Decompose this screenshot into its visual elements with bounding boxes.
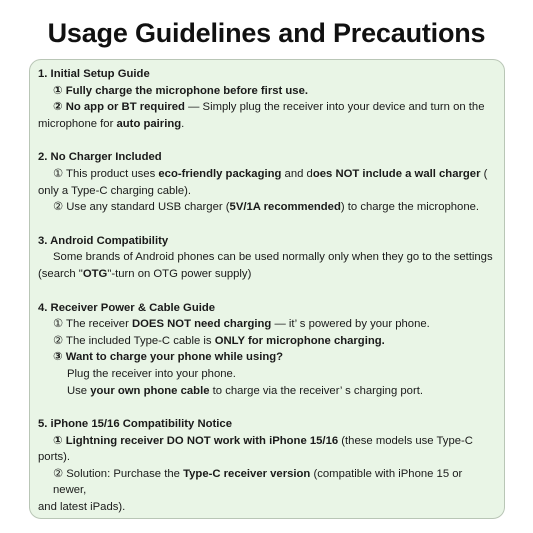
text: "-turn on OTG power supply) [107, 267, 252, 280]
text: (search " [38, 267, 83, 280]
guidelines-panel [29, 59, 505, 519]
receiver-note-1 [38, 316, 496, 333]
bold-text: OTG [82, 267, 108, 280]
charger-note-1-cont: only a Type-C charging cable). [38, 184, 192, 197]
section-heading: 2. No Charger Included [38, 151, 162, 164]
text: Use [67, 384, 91, 397]
text: and d [281, 167, 313, 180]
page-title: Usage Guidelines and Precautions [47, 18, 486, 48]
text: ② Solution: Purchase the [53, 467, 184, 480]
charger-note-2 [38, 199, 496, 216]
section-heading: 3. Android Compatibility [38, 234, 169, 247]
bold-text: ONLY for microphone charging. [214, 334, 385, 347]
receiver-note-3-step-a: Plug the receiver into your phone. [67, 367, 236, 380]
section-no-charger [38, 149, 496, 215]
android-note: Some brands of Android phones can be used normally only when they go to the settings [53, 251, 493, 264]
iphone-note-1-cont: ports). [38, 451, 71, 464]
text: — it’ s powered by your phone. [271, 318, 430, 331]
setup-step-2-cont [38, 116, 496, 133]
bold-text: ① Lightning receiver DO NOT work with iPhone 15/16 [53, 434, 339, 447]
text: ) to charge the microphone. [340, 201, 480, 214]
receiver-note-3: ③ Want to charge your phone while using? [53, 351, 284, 364]
charger-note-1 [38, 166, 496, 183]
bold-text: 5V/1A recommended [229, 201, 341, 214]
text: microphone for [38, 117, 117, 130]
text: (compatible with iPhone 15 or newer, [53, 467, 463, 497]
section-initial-setup [38, 66, 496, 132]
setup-step-1: ① Fully charge the microphone before first use. [53, 84, 309, 97]
iphone-note-2 [38, 466, 496, 499]
bold-text: eco-friendly packaging [158, 167, 282, 180]
text: . [181, 117, 185, 130]
bold-text: oes NOT include a wall charger [312, 167, 481, 180]
text: (these models use Type-C [338, 434, 473, 447]
iphone-note-2-cont: and latest iPads). [38, 501, 126, 514]
section-receiver-power [38, 300, 496, 400]
bold-text: DOES NOT need charging [131, 318, 272, 331]
section-android [38, 233, 496, 283]
section-heading: 4. Receiver Power & Cable Guide [38, 301, 216, 314]
text: ② The included Type-C cable is [53, 334, 215, 347]
text: ( [480, 167, 488, 180]
text: ② Use any standard USB charger ( [53, 201, 230, 214]
android-note-cont [38, 266, 496, 283]
text: — Simply plug the receiver into your device and turn on the [184, 101, 485, 114]
bold-text: Type-C receiver version [183, 467, 311, 480]
text: to charge via the receiver’ s charging port. [209, 384, 423, 397]
receiver-note-3-step-b [38, 383, 496, 400]
text: ① This product uses [53, 167, 159, 180]
iphone-note-1 [38, 433, 496, 450]
receiver-note-2 [38, 333, 496, 350]
setup-step-2 [38, 99, 496, 116]
section-heading: 5. iPhone 15/16 Compatibility Notice [38, 418, 232, 431]
text: ① The receiver [53, 318, 132, 331]
bold-text: ② No app or BT required [53, 101, 185, 114]
section-heading: 1. Initial Setup Guide [38, 68, 150, 80]
bold-text: auto pairing [116, 117, 182, 130]
section-iphone-compat [38, 416, 496, 516]
bold-text: your own phone cable [90, 384, 210, 397]
